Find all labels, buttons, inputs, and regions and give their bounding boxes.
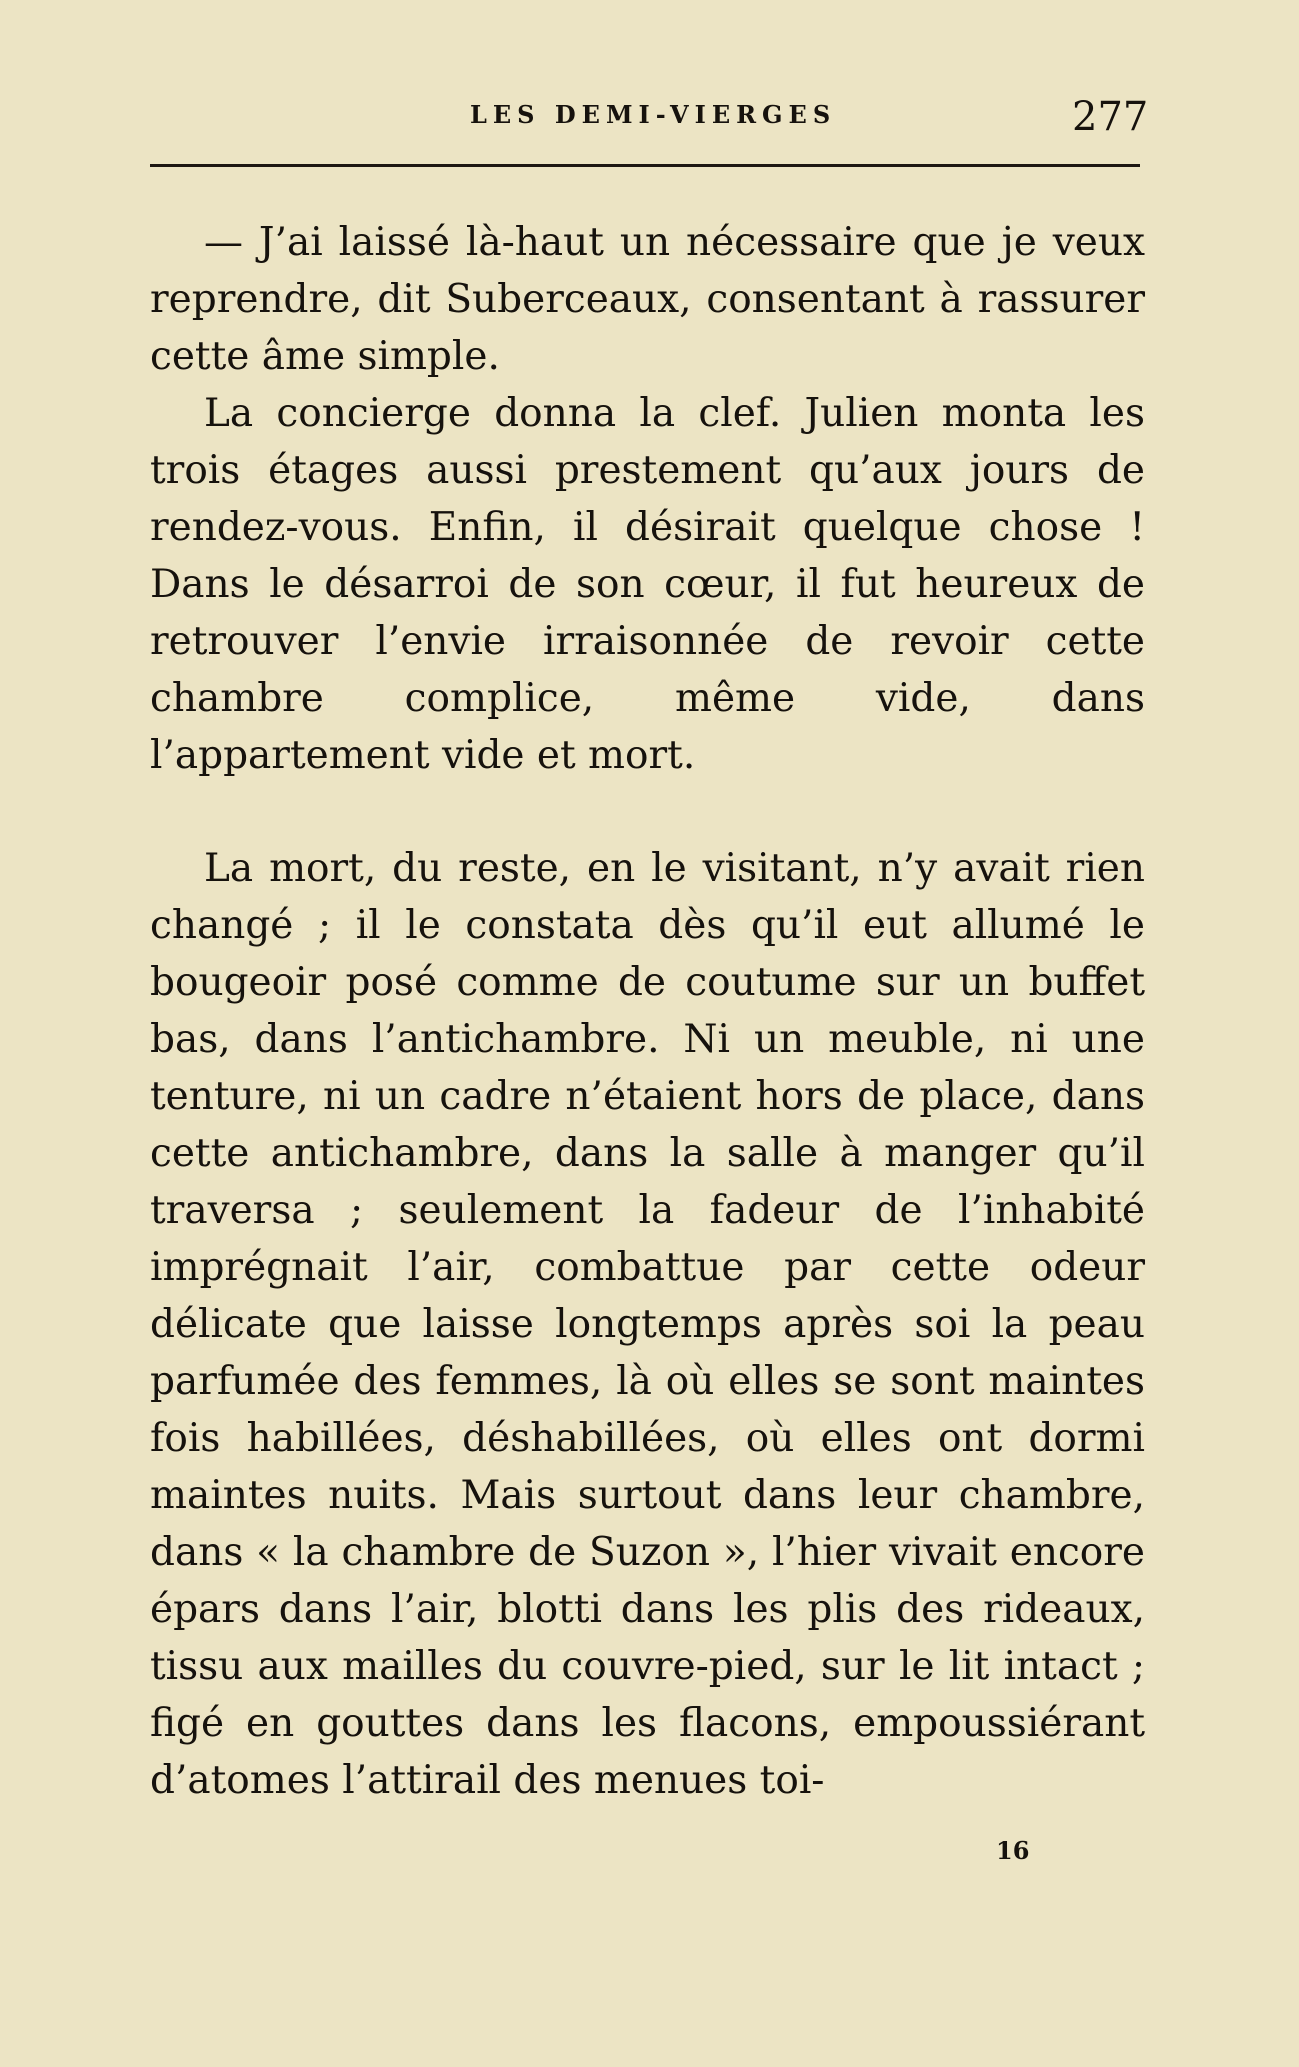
- text-block-bottom: [150, 840, 1145, 1809]
- paragraph-dialogue: — J’ai laissé là-haut un nécessaire que je veux reprendre, dit Suberceaux, consentant à rassurer cette âme simple.: [150, 220, 1145, 379]
- paragraph-death: La mort, du reste, en le visitant, n’y avait rien changé ; il le constata dès qu’il eut allumé le bougeoir posé comme de coutume sur un buffet bas, dans l’antichambre. Ni un meuble, ni une tenture, ni un cadre n’étaient hors de place, dans cette antichambre, dans la salle à manger qu’il traversa ; seulement la fadeur de l’inhabité imprégnait l’air, combattue par cette odeur délicate que laisse longtemps après soi la peau parfumée des femmes, là où elles se sont maintes fois habillées, déshabillées, où elles ont dormi maintes nuits. Mais surtout dans leur chambre, dans « la chambre de Suzon », l’hier vivait encore épars dans l’air, blotti dans les plis des rideaux, tissu aux mailles du couvre-pied, sur le lit intact ; figé en gouttes dans les flacons, empoussiérant d’atomes l’attirail des menues toi-: [150, 846, 1145, 1803]
- paragraph-concierge: La concierge donna la clef. Julien monta les trois étages aussi prestement qu’aux jours de rendez-vous. Enfin, il désirait quelque chose ! Dans le désarroi de son cœur, il fut heureux de retrouver l’envie irraisonnée de revoir cette chambre complice, même vide, dans l’appartement vide et mort.: [150, 391, 1145, 778]
- signature-mark: 16: [996, 1836, 1030, 1865]
- running-title: LES DEMI-VIERGES: [470, 100, 837, 129]
- page-number: 277: [1072, 94, 1149, 140]
- header-rule: [150, 164, 1140, 167]
- text-block-top: [150, 214, 1145, 784]
- running-head: [0, 94, 1299, 140]
